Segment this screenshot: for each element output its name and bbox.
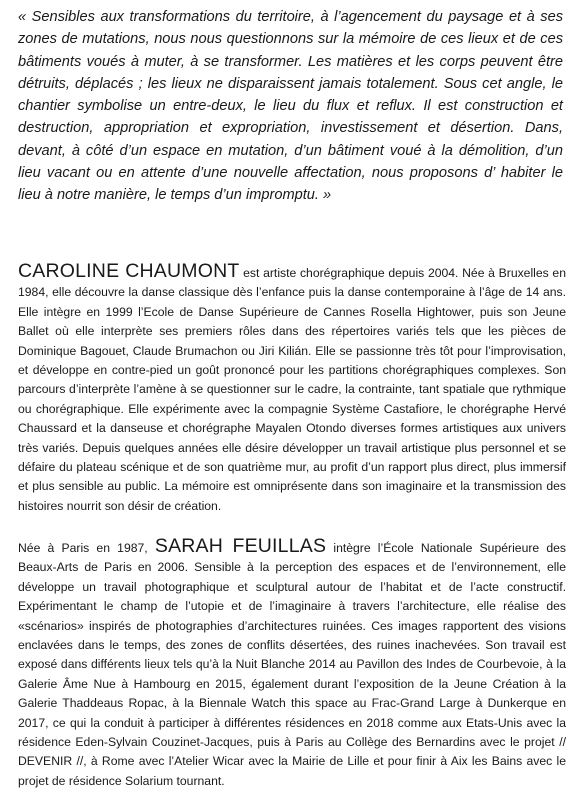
artist-name-sarah: SARAH FEUILLAS — [154, 535, 327, 557]
bio-caroline-chaumont — [18, 262, 566, 516]
bio-caroline-text: est artiste chorégraphique depuis 2004. Née à Bruxelles en 1984, elle découvre la danse classique dès l’enfance puis la danse contemporaine à l’âge de 14 ans. Elle intègre en 1999 l’Ecole de Danse Supérieure de Cannes Rosella Hightower, puis son Jeune Ballet où elle interprète ses premiers rôles dans des répertoires variés tels que les pièces de Dominique Bagouet, Claude Brumachon ou Jiri Kilián. Elle se passionne très tôt pour l’improvisation, et développe en contre-pied un goût prononcé pour les partitions chorégraphiques complexes. Son parcours d’interprète l’amène à se questionner sur le cadre, la contrainte, tant spatiale que rythmique ou chorégraphique. Elle expérimente avec la compagnie Système Castafiore, le chorégraphe Hervé Chaussard et la danseuse et chorégraphe Mayalen Otondo diverses formes artistiques aux univers très variés. Depuis quelques années elle désire développer un travail artistique plus personnel et se défaire du plateau scénique et de son quatrième mur, au profit d’un rapport plus direct, plus immersif et plus sensible au public. La mémoire est omniprésente dans son imaginaire et la transmission des histoires nourrit son désir de création. — [18, 266, 566, 513]
manifesto-quote: « Sensibles aux transformations du territoire, à l’agencement du paysage et à ses zones de mutations, nous nous questionnons sur la mémoire de ces lieux et de ces bâtiments voués à muter, à se transformer. Les matières et les corps peuvent être détruits, déplacés ; les lieux ne disparaissent jamais totalement. Sous cet angle, le chantier symbolise un entre-deux, le lieu du flux et reflux. Il est construction et destruction, appropriation et expropriation, investissement et désertion. Dans, devant, à côté d’un espace en mutation, d’un bâtiment voué à la démolition, d’un lieu vacant ou en attente d’une nouvelle affectation, nous proposons d’ habiter le lieu à notre manière, le temps d’un impromptu. » — [18, 9, 563, 204]
bio-sarah-prefix: Née à Paris en 1987, — [18, 541, 155, 555]
bio-sarah-feuillas — [18, 537, 566, 791]
bio-sarah-text: intègre l’École Nationale Supérieure des Beaux-Arts de Paris en 2006. Sensible à la perception des espaces et de l’environnement, elle développe un travail photographique et sculptural autour de l’habitat et de l’acte constructif. Expérimentant le champ de l’utopie et de l’imaginaire à travers l’architecture, elle réalise des «scénarios» inspirés de photographies d’architectures ruinées. Ces images rapportent des visions enclavées dans le temps, des zones de conflits désertées, des ruines inachevées. Son travail est exposé dans différents lieux tels qu’à la Nuit Blanche 2014 au Pavillon des Indes de Courbevoie, à la Galerie Âme Nue à Hambourg en 2015, également durant l’exposition de la Jeune Création à la Galerie Thaddeaus Ropac, à la Biennale Watch this space au Frac-Grand Large à Dunkerque en 2017, ce qui la conduit à participer à différentes résidences en 2018 comme aux Etats-Unis avec la résidence Eden-Sylvain Couzinet-Jacques, puis à Paris au Collège des Bernardins avec le projet // DEVENIR //, à Rome avec l’Atelier Wicar avec la Mairie de Lille et pour finir à Aix les Bains avec le projet de résidence Solarium tournant. — [18, 541, 567, 788]
artist-name-caroline: CAROLINE CHAUMONT — [18, 260, 240, 282]
